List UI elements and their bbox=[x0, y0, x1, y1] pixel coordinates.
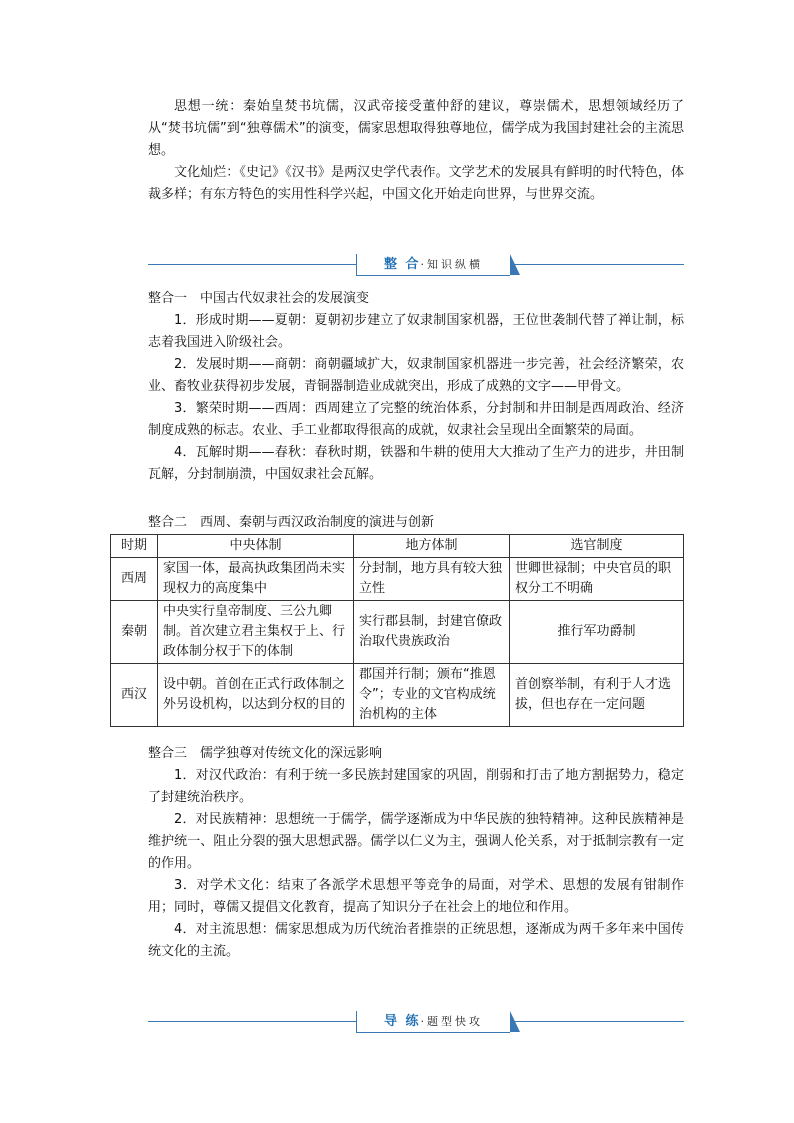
column-header: 中央体制 bbox=[158, 535, 354, 558]
list-item: 2．发展时期——商朝：商朝疆域扩大，奴隶制国家机器进一步完善，社会经济繁荣，农业、畜牧业获得初步发展，青铜器制造业成就突出，形成了成熟的文字——甲骨文。 bbox=[148, 357, 684, 394]
table-header-row bbox=[111, 535, 684, 558]
section-1 bbox=[148, 288, 684, 486]
table-cell: 设中朝。首创在正式行政体制之外另设机构，以达到分权的目的 bbox=[158, 664, 354, 727]
section-heading: 整合一 中国古代奴隶社会的发展演变 bbox=[148, 291, 370, 306]
list-item: 4．对主流思想：儒家思想成为历代统治者推崇的正统思想，逐渐成为两千多年来中国传统文化的主流。 bbox=[148, 922, 684, 959]
column-header: 时期 bbox=[111, 535, 158, 558]
banner-title: 整 合 bbox=[383, 257, 421, 272]
section-2 bbox=[120, 512, 684, 727]
table-cell: 首创察举制，有利于人才选拔，但也存在一定问题 bbox=[510, 664, 684, 727]
table-cell: 郡国并行制；颁布“推恩令”；专业的文官构成统治机构的主体 bbox=[354, 664, 510, 727]
banner-tab bbox=[356, 1011, 510, 1033]
politics-comparison-table bbox=[110, 534, 684, 727]
intro-paragraph: 文化灿烂：《史记》《汉书》是两汉史学代表作。文学艺术的发展具有鲜明的时代特色，体裁多样；有东方特色的实用性科学兴起，中国文化开始走向世界，与世界交流。 bbox=[148, 165, 684, 202]
intro-block bbox=[148, 96, 684, 206]
list-item: 3．对学术文化：结束了各派学术思想平等竞争的局面，对学术、思想的发展有钳制作用；同时，尊儒又提倡文化教育，提高了知识分子在社会上的地位和作用。 bbox=[148, 878, 684, 915]
table-cell: 分封制，地方具有较大独立性 bbox=[354, 558, 510, 601]
section-3 bbox=[148, 743, 684, 963]
document-page bbox=[120, 96, 684, 1037]
table-row bbox=[111, 601, 684, 664]
banner-subtitle: ·题型快攻 bbox=[420, 1015, 484, 1028]
banner-tab bbox=[356, 254, 510, 276]
list-item: 1．形成时期——夏朝：夏朝初步建立了奴隶制国家机器，王位世袭制代替了禅让制，标志着我国进入阶级社会。 bbox=[148, 313, 684, 350]
table-cell: 西汉 bbox=[111, 664, 158, 727]
section-banner-practice bbox=[148, 1007, 684, 1037]
list-item: 2．对民族精神：思想统一于儒学，儒学逐渐成为中华民族的独特精神。这种民族精神是维护统一、阻止分裂的强大思想武器。儒学以仁义为主，强调人伦关系，对于抵制宗教有一定的作用。 bbox=[148, 812, 684, 871]
intro-paragraph: 思想一统：秦始皇焚书坑儒，汉武帝接受董仲舒的建议，尊崇儒术，思想领域经历了从“焚书坑儒”到“独尊儒术”的演变，儒家思想取得独尊地位，儒学成为我国封建社会的主流思想。 bbox=[148, 99, 684, 158]
column-header: 选官制度 bbox=[510, 535, 684, 558]
banner-title: 导 练 bbox=[383, 1014, 421, 1029]
table-cell: 西周 bbox=[111, 558, 158, 601]
table-cell: 家国一体，最高执政集团尚未实现权力的高度集中 bbox=[158, 558, 354, 601]
list-item: 4．瓦解时期——春秋：春秋时期，铁器和牛耕的使用大大推动了生产力的进步，井田制瓦解，分封制崩溃，中国奴隶社会瓦解。 bbox=[148, 445, 684, 482]
section-heading: 整合三 儒学独尊对传统文化的深远影响 bbox=[148, 746, 383, 761]
table-cell: 世卿世禄制；中央官员的职权分工不明确 bbox=[510, 558, 684, 601]
column-header: 地方体制 bbox=[354, 535, 510, 558]
banner-subtitle: ·知识纵横 bbox=[420, 258, 484, 271]
table-row bbox=[111, 558, 684, 601]
table-cell: 中央实行皇帝制度、三公九卿制。首次建立君主集权于上、行政体制分权于下的体制 bbox=[158, 601, 354, 664]
table-cell: 推行军功爵制 bbox=[510, 601, 684, 664]
section-heading: 整合二 西周、秦朝与西汉政治制度的演进与创新 bbox=[148, 515, 435, 530]
table-cell: 秦朝 bbox=[111, 601, 158, 664]
list-item: 3．繁荣时期——西周：西周建立了完整的统治体系，分封制和井田制是西周政治、经济制度成熟的标志。农业、手工业都取得很高的成就，奴隶社会呈现出全面繁荣的局面。 bbox=[148, 401, 684, 438]
section-banner-integration bbox=[148, 250, 684, 280]
list-item: 1．对汉代政治：有利于统一多民族封建国家的巩固，削弱和打击了地方割据势力，稳定了封建统治秩序。 bbox=[148, 768, 684, 805]
table-row bbox=[111, 664, 684, 727]
table-cell: 实行郡县制，封建官僚政治取代贵族政治 bbox=[354, 601, 510, 664]
